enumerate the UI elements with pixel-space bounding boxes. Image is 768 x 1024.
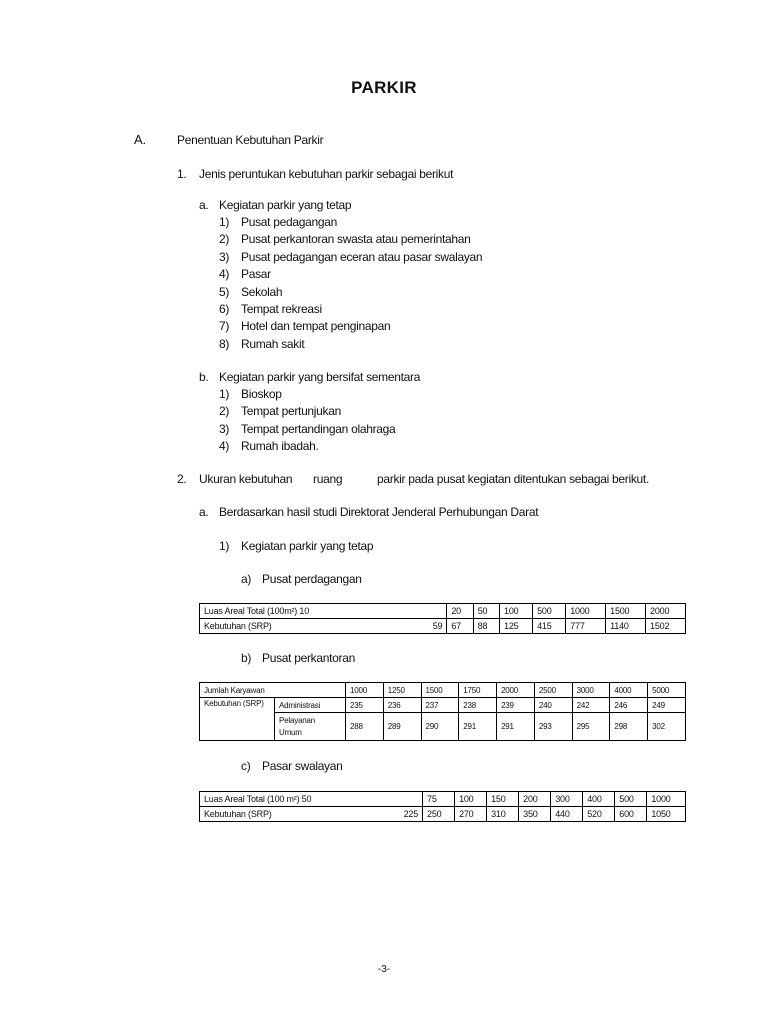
list-item: 1) Bioskop [219,387,282,401]
list-item: 3) Pusat pedagangan eceran atau pasar swalayan [219,249,483,264]
table-cell: 237 [421,698,459,713]
table-cell: 1250 [383,683,421,698]
item2-text-part3: parkir pada pusat kegiatan ditentukan sebagai berikut. [377,472,649,486]
item1-sub-a-marker: a. [199,198,209,212]
table-cell: 520 [583,807,615,822]
table-cell: 2000 [497,683,535,698]
item2-text-part2: ruang [313,472,343,486]
table-cell: 291 [497,713,535,741]
table-cell: 1140 [606,619,646,634]
table-row [200,807,686,822]
table-cell: 440 [551,807,583,822]
table-cell: 1502 [646,619,686,634]
table-cell: 100 [455,792,487,807]
table-a-caption-marker: a) [241,572,252,586]
table-cell: 75 [423,792,455,807]
table-cell: 249 [648,698,686,713]
list-item: 2) Pusat perkantoran swasta atau pemerintahan [219,232,471,247]
table-b-caption: Pusat perkantoran [262,651,355,665]
table-cell: 239 [497,698,535,713]
list-item: 4) Pasar [219,267,271,282]
table-cell: Kebutuhan (SRP) [200,619,400,634]
table-cell: 2500 [534,683,572,698]
table-row [200,792,686,807]
table-pusat-perkantoran [199,682,686,741]
table-cell: 777 [566,619,606,634]
table-c-caption: Pasar swalayan [262,759,343,773]
list-item: 6) Tempat rekreasi [219,301,322,316]
table-cell: 240 [534,698,572,713]
table-cell: 270 [455,807,487,822]
table-cell: 600 [615,807,647,822]
item2-sub-a-marker: a. [199,505,209,519]
table-cell: Kebutuhan (SRP) [200,698,275,741]
temporary-parking-list [219,387,395,457]
list-item: 3) Tempat pertandingan olahraga [219,421,396,436]
table-cell: 1500 [606,604,646,619]
table-cell: Administrasi [275,698,346,713]
table-c-caption-marker: c) [241,759,251,773]
table-cell: 1750 [459,683,497,698]
table-cell: 88 [473,619,499,634]
item2-text-part1: Ukuran kebutuhan [199,472,293,486]
item1-sub-b-marker: b. [199,370,209,384]
row-label-line: Pelayanan [279,715,316,725]
table-cell: 5000 [648,683,686,698]
table-cell: 246 [610,698,648,713]
table-cell: 300 [551,792,583,807]
table-b-caption-marker: b) [241,651,252,665]
item2-sub-a-text: Berdasarkan hasil studi Direktorat Jenderal Perhubungan Darat [219,505,539,519]
table-cell: 225 [371,807,423,822]
table-row [200,698,686,713]
table-cell: 1000 [346,683,384,698]
item2-marker: 2. [177,472,187,486]
table-cell: 500 [615,792,647,807]
list-item: 7) Hotel dan tempat penginapan [219,319,391,334]
page-title: PARKIR [351,78,417,97]
table-cell: 67 [447,619,473,634]
section-a-marker: A. [134,132,146,147]
table-cell: 288 [346,713,384,741]
table-pasar-swalayan [199,791,686,822]
table-cell: 238 [459,698,497,713]
table-cell: 310 [487,807,519,822]
fixed-parking-list [219,215,482,354]
list-item: 4) Rumah ibadah. [219,439,319,454]
row-label-line: Umum [279,727,302,737]
table-row [200,683,686,698]
table-cell: 1500 [421,683,459,698]
table-cell: 20 [447,604,473,619]
item1-text: Jenis peruntukan kebutuhan parkir sebagai berikut [199,167,454,181]
section-a-heading: Penentuan Kebutuhan Parkir [177,133,324,147]
table-cell: 235 [346,698,384,713]
table-cell: 59 [399,619,447,634]
table-cell: 125 [500,619,533,634]
item2-sub-a-1-marker: 1) [219,539,230,553]
table-pusat-perdagangan [199,603,686,634]
table-cell: 250 [423,807,455,822]
item1-marker: 1. [177,167,187,181]
table-cell: 350 [519,807,551,822]
list-item: 2) Tempat pertunjukan [219,404,341,419]
table-cell: 289 [383,713,421,741]
table-cell: Jumlah Karyawan [200,683,346,698]
table-cell: Luas Areal Total (100 m²) 50 [200,792,423,807]
item1-sub-a-text: Kegiatan parkir yang tetap [219,198,352,212]
table-cell: 298 [610,713,648,741]
table-cell: 1050 [647,807,686,822]
table-cell: 500 [533,604,566,619]
table-cell: 3000 [572,683,610,698]
list-item: 8) Rumah sakit [219,336,305,351]
table-cell: Luas Areal Total (100m²) 10 [200,604,447,619]
table-cell [275,713,346,741]
table-cell: 150 [487,792,519,807]
table-cell: 400 [583,792,615,807]
table-cell: Kebutuhan (SRP) [200,807,371,822]
list-item: 5) Sekolah [219,284,283,299]
item2-sub-a-1-text: Kegiatan parkir yang tetap [241,539,374,553]
table-cell: 242 [572,698,610,713]
list-item: 1) Pusat pedagangan [219,215,337,229]
table-cell: 1000 [566,604,606,619]
item1-sub-b-text: Kegiatan parkir yang bersifat sementara [219,370,421,384]
table-cell: 100 [500,604,533,619]
table-cell: 50 [473,604,499,619]
table-cell: 200 [519,792,551,807]
table-cell: 293 [534,713,572,741]
table-row [200,619,686,634]
table-cell: 1000 [647,792,686,807]
table-cell: 295 [572,713,610,741]
table-cell: 2000 [646,604,686,619]
table-cell: 415 [533,619,566,634]
table-cell: 4000 [610,683,648,698]
table-cell: 290 [421,713,459,741]
table-cell: 302 [648,713,686,741]
table-a-caption: Pusat perdagangan [262,572,362,586]
table-cell: 236 [383,698,421,713]
table-cell: 291 [459,713,497,741]
table-row [200,604,686,619]
page-number: -3- [377,964,391,975]
